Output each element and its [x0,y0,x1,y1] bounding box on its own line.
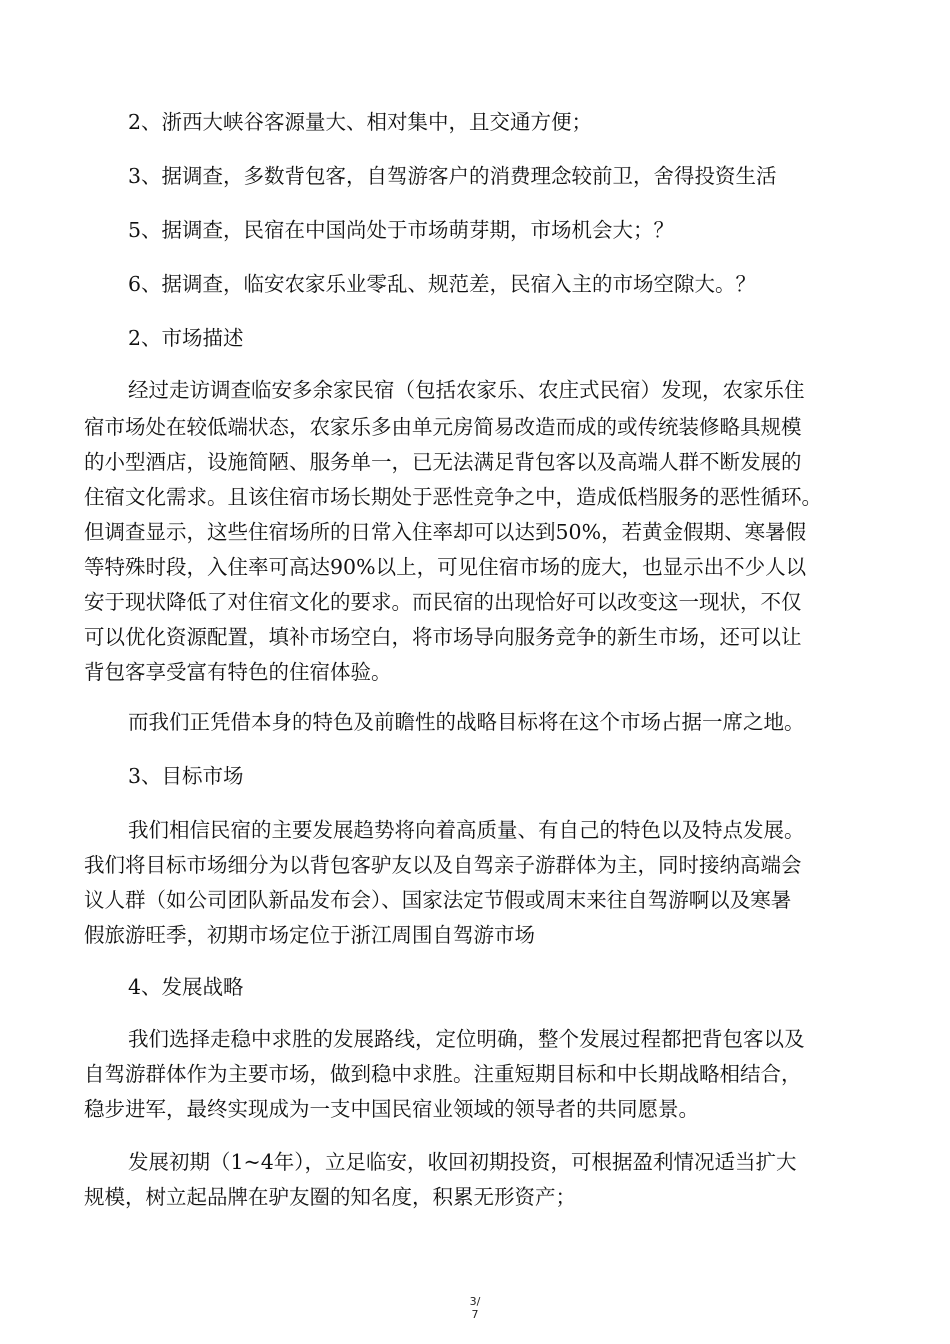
text-line: 住宿文化需求。且该住宿市场长期处于恶性竞争之中，造成低档服务的恶性循环。 [84,485,822,509]
text-line: 假旅游旺季，初期市场定位于浙江周围自驾游市场 [84,923,535,947]
text-line: 经过走访调查临安多余家民宿（包括农家乐、农庄式民宿）发现，农家乐住 [128,378,805,402]
text-line: 规模，树立起品牌在驴友圈的知名度，积累无形资产； [84,1185,576,1209]
text-line: 而我们正凭借本身的特色及前瞻性的战略目标将在这个市场占据一席之地。 [128,710,805,734]
section-heading: 3、目标市场 [128,764,244,788]
text-line: 我们相信民宿的主要发展趋势将向着高质量、有自己的特色以及特点发展。 [128,818,805,842]
text-line: 我们选择走稳中求胜的发展路线，定位明确，整个发展过程都把背包客以及 [128,1027,805,1051]
text-line: 3、据调查，多数背包客，自驾游客户的消费理念较前卫，舍得投资生活 [128,164,777,188]
text-line: 发展初期（1~4年），立足临安，收回初期投资，可根据盈利情况适当扩大 [128,1150,797,1174]
section-heading: 4、发展战略 [128,975,244,999]
section-heading: 2、市场描述 [128,326,244,350]
text-line: 等特殊时段，入住率可高达90%以上，可见住宿市场的庞大，也显示出不少人以 [84,555,807,579]
text-line: 稳步进军，最终实现成为一支中国民宿业领域的领导者的共同愿景。 [84,1097,699,1121]
text-line: 但调查显示，这些住宿场所的日常入住率却可以达到50%，若黄金假期、寒暑假 [84,520,807,544]
text-line: 宿市场处在较低端状态，农家乐多由单元房简易改造而成的或传统装修略具规模 [84,415,802,439]
text-line: 背包客享受富有特色的住宿体验。 [84,660,392,684]
text-line: 6、据调查，临安农家乐业零乱、规范差，民宿入主的市场空隙大。？ [128,272,757,296]
text-line: 安于现状降低了对住宿文化的要求。而民宿的出现恰好可以改变这一现状，不仅 [84,590,802,614]
page-number-top: 3/ [469,1295,481,1308]
text-line: 议人群（如公司团队新品发布会）、国家法定节假或周末来往自驾游啊以及寒暑 [84,888,792,912]
text-line: 2、浙西大峡谷客源量大、相对集中，且交通方便； [128,110,593,134]
text-line: 自驾游群体作为主要市场，做到稳中求胜。注重短期目标和中长期战略相结合， [84,1062,802,1086]
text-line: 可以优化资源配置，填补市场空白，将市场导向服务竞争的新生市场，还可以让 [84,625,802,649]
text-line: 我们将目标市场细分为以背包客驴友以及自驾亲子游群体为主，同时接纳高端会 [84,853,802,877]
page-number-bottom: 7 [471,1308,479,1321]
text-line: 的小型酒店，设施简陋、服务单一，已无法满足背包客以及高端人群不断发展的 [84,450,802,474]
text-line: 5、据调查，民宿在中国尚处于市场萌芽期，市场机会大；？ [128,218,675,242]
